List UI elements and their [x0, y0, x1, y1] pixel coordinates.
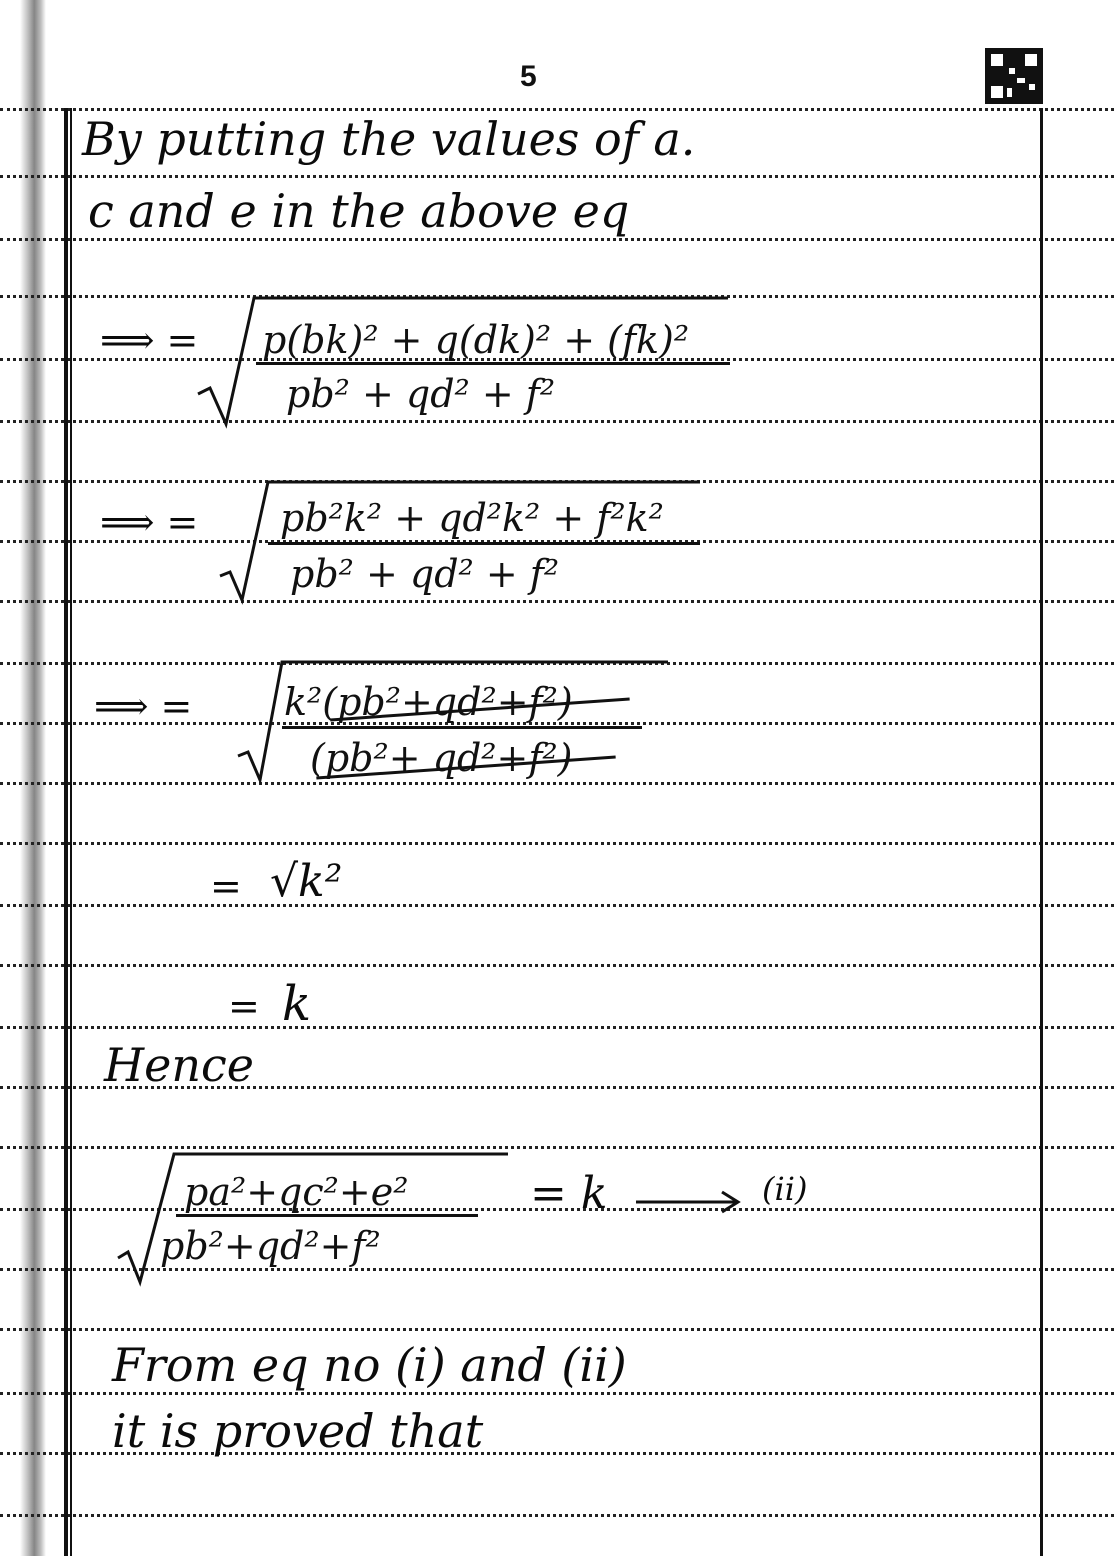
step1-prefix: ⟹ = [100, 318, 199, 362]
step3-denominator: (pb²+ qd²+f²) [310, 736, 573, 780]
step2-fraction-bar [268, 542, 700, 545]
arrow-icon [636, 1180, 746, 1220]
step4-body: √k² [270, 856, 343, 907]
step3-numerator: k²(pb²+qd²+f²) [284, 680, 573, 724]
step4-prefix: = [210, 864, 242, 908]
step2-numerator: pb²k² + qd²k² + f²k² [280, 496, 664, 540]
ruled-line [0, 1514, 1114, 1517]
margin-line-left-inner [70, 108, 72, 1556]
qr-code-icon [985, 48, 1043, 104]
ruled-line [0, 1392, 1114, 1395]
hence-label: Hence [104, 1038, 254, 1092]
step2-prefix: ⟹ = [100, 500, 199, 544]
margin-line-left [64, 108, 68, 1556]
ruled-line [0, 1026, 1114, 1029]
intro-line-2: c and e in the above eq [88, 184, 630, 238]
page-number: 5 [520, 60, 537, 93]
ruled-line [0, 238, 1114, 241]
step5-body: k [282, 976, 312, 1032]
conclusion-denominator: pb²+qd²+f² [160, 1224, 381, 1268]
ruled-line [0, 964, 1114, 967]
margin-line-right [1040, 108, 1043, 1556]
ruled-line [0, 1328, 1114, 1331]
step3-prefix: ⟹ = [94, 684, 193, 728]
binding-edge [20, 0, 46, 1556]
step1-numerator: p(bk)² + q(dk)² + (fk)² [262, 318, 690, 362]
intro-line-1: By putting the values of a. [82, 112, 696, 166]
ruled-line [0, 904, 1114, 907]
final-line-2: it is proved that [112, 1404, 484, 1458]
conclusion-numerator: pa²+qc²+e² [184, 1170, 409, 1214]
step1-fraction-bar [256, 362, 730, 365]
ruled-line [0, 842, 1114, 845]
ruled-line [0, 175, 1114, 178]
step5-prefix: = [228, 984, 260, 1028]
step3-fraction-bar [282, 726, 642, 729]
step1-denominator: pb² + qd² + f² [286, 372, 556, 416]
conclusion-fraction-bar [176, 1214, 478, 1217]
ruled-line [0, 108, 1114, 111]
conclusion-rhs: = k [530, 1168, 608, 1219]
step2-denominator: pb² + qd² + f² [290, 552, 560, 596]
equation-label-ii: (ii) [762, 1170, 808, 1208]
final-line-1: From eq no (i) and (ii) [112, 1338, 627, 1392]
